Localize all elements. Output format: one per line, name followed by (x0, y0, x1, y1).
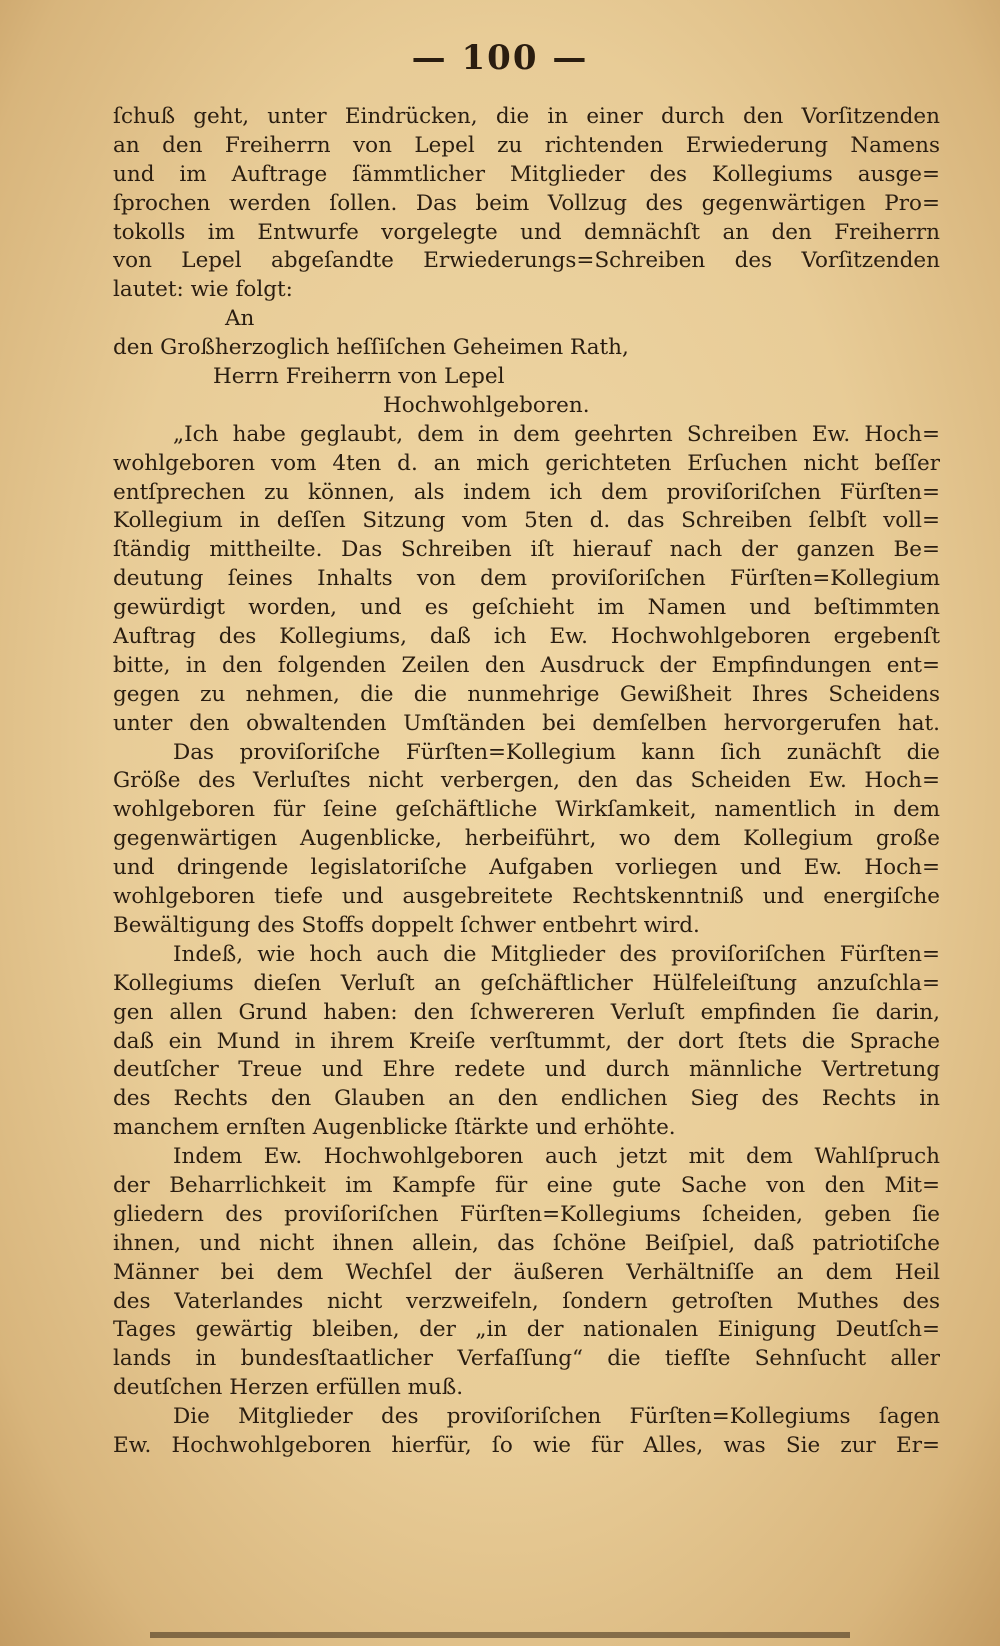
text-line: ſchuß geht, unter Eindrücken, die in einer durch den Vorſitzenden (113, 104, 940, 129)
text-line: daß ein Mund in ihrem Kreiſe verſtummt, der dort ſtets die Sprache (113, 1028, 940, 1054)
text-line: Kollegium in deſſen Sitzung vom 5ten d. das Schreiben ſelbſt voll= (113, 508, 940, 534)
page-text (113, 103, 940, 1461)
address-line: Hochwohlgeboren. (383, 392, 590, 418)
paragraph-start: Die Mitglieder des proviſoriſchen Fürſten=Kollegiums ſagen (173, 1404, 940, 1430)
text-line: der Beharrlichkeit im Kampfe für eine gute Sache von den Mit= (113, 1172, 940, 1198)
text-line: des Vaterlandes nicht verzweifeln, ſondern getroſten Muthes des (113, 1288, 940, 1314)
text-line: manchem ernſten Augenblicke ſtärkte und erhöhte. (113, 1115, 676, 1141)
text-line: tokolls im Entwurfe vorgelegte und demnächſt an den Freiherrn (113, 219, 940, 245)
paragraph-start: Indem Ew. Hochwohlgeboren auch jetzt mit dem Wahlſpruch (173, 1144, 940, 1170)
text-line: deutung ſeines Inhalts von dem proviſoriſchen Fürſten=Kollegium (113, 566, 940, 592)
text-line: Männer bei dem Wechſel der äußeren Verhältniſſe an dem Heil (113, 1259, 940, 1285)
text-line: entſprechen zu können, als indem ich dem proviſoriſchen Fürſten= (113, 479, 940, 505)
paragraph-start: „Ich habe geglaubt, dem in dem geehrten Schreiben Ew. Hoch= (173, 421, 940, 447)
text-line: wohlgeboren vom 4ten d. an mich gerichteten Erſuchen nicht beſſer (113, 450, 940, 476)
text-line: gliedern des proviſoriſchen Fürſten=Kollegiums ſcheiden, geben ſie (113, 1201, 940, 1227)
text-line: deutſchen Herzen erfüllen muß. (113, 1375, 464, 1401)
text-line: gegen zu nehmen, die die nunmehrige Gewißheit Ihres Scheidens (113, 681, 940, 707)
text-line: unter den obwaltenden Umſtänden bei demſelben hervorgerufen hat. (113, 710, 940, 736)
paragraph-start: Das proviſoriſche Fürſten=Kollegium kann ſich zunächſt die (173, 739, 940, 765)
address-salutation: An (225, 306, 255, 332)
text-line: des Rechts den Glauben an den endlichen Sieg des Rechts in (113, 1086, 940, 1112)
text-line: deutſcher Treue und Ehre redete und durch männliche Vertretung (113, 1057, 940, 1083)
text-line: gegenwärtigen Augenblicke, herbeiführt, wo dem Kollegium große (113, 826, 940, 852)
text-line: Tages gewärtig bleiben, der „in der nationalen Einigung Deutſch= (113, 1317, 940, 1343)
text-line: ſprochen werden ſollen. Das beim Vollzug des gegenwärtigen Pro= (113, 190, 940, 216)
text-line: und im Auftrage ſämmtlicher Mitglieder des Kollegiums ausge= (113, 161, 940, 187)
text-line: ſtändig mittheilte. Das Schreiben iſt hierauf nach der ganzen Be= (113, 537, 940, 563)
text-line: bitte, in den folgenden Zeilen den Ausdruck der Empfindungen ent= (113, 652, 940, 678)
text-line: lautet: wie folgt: (113, 277, 293, 303)
text-line: wohlgeboren für ſeine geſchäftliche Wirkſamkeit, namentlich in dem (113, 797, 940, 823)
text-line: Ew. Hochwohlgeboren hierfür, ſo wie für Alles, was Sie zur Er= (113, 1432, 940, 1458)
text-line: an den Freiherrn von Lepel zu richtenden Erwiederung Namens (113, 132, 940, 158)
address-line: den Großherzoglich heſſiſchen Geheimen Rath, (113, 335, 629, 361)
text-line: Kollegiums dieſen Verluſt an geſchäftlicher Hülfeleiſtung anzuſchla= (113, 970, 940, 996)
text-line: Bewältigung des Stoffs doppelt ſchwer entbehrt wird. (113, 912, 700, 938)
text-line: lands in bundesſtaatlicher Verfaſſung“ die tiefſte Sehnſucht aller (113, 1346, 940, 1372)
text-line: wohlgeboren tiefe und ausgebreitete Rechtskenntniß und energiſche (113, 884, 940, 910)
text-line: gewürdigt worden, und es geſchieht im Namen und beſtimmten (113, 595, 940, 621)
text-line: von Lepel abgeſandte Erwiederungs=Schreiben des Vorſitzenden (113, 248, 940, 274)
text-line: gen allen Grund haben: den ſchwereren Verluſt empfinden ſie darin, (113, 999, 940, 1025)
page-number: — 100 — (411, 38, 589, 78)
paragraph-start: Indeß, wie hoch auch die Mitglieder des proviſoriſchen Fürſten= (173, 941, 940, 967)
text-line: und dringende legislatoriſche Aufgaben vorliegen und Ew. Hoch= (113, 855, 940, 881)
text-line: Größe des Verluſtes nicht verbergen, den das Scheiden Ew. Hoch= (113, 768, 940, 794)
page-edge-shadow (150, 1632, 850, 1638)
text-line: Auftrag des Kollegiums, daß ich Ew. Hochwohlgeboren ergebenſt (113, 624, 940, 650)
address-line: Herrn Freiherrn von Lepel (213, 364, 505, 390)
text-line: ihnen, und nicht ihnen allein, das ſchöne Beiſpiel, daß patriotiſche (113, 1230, 940, 1256)
